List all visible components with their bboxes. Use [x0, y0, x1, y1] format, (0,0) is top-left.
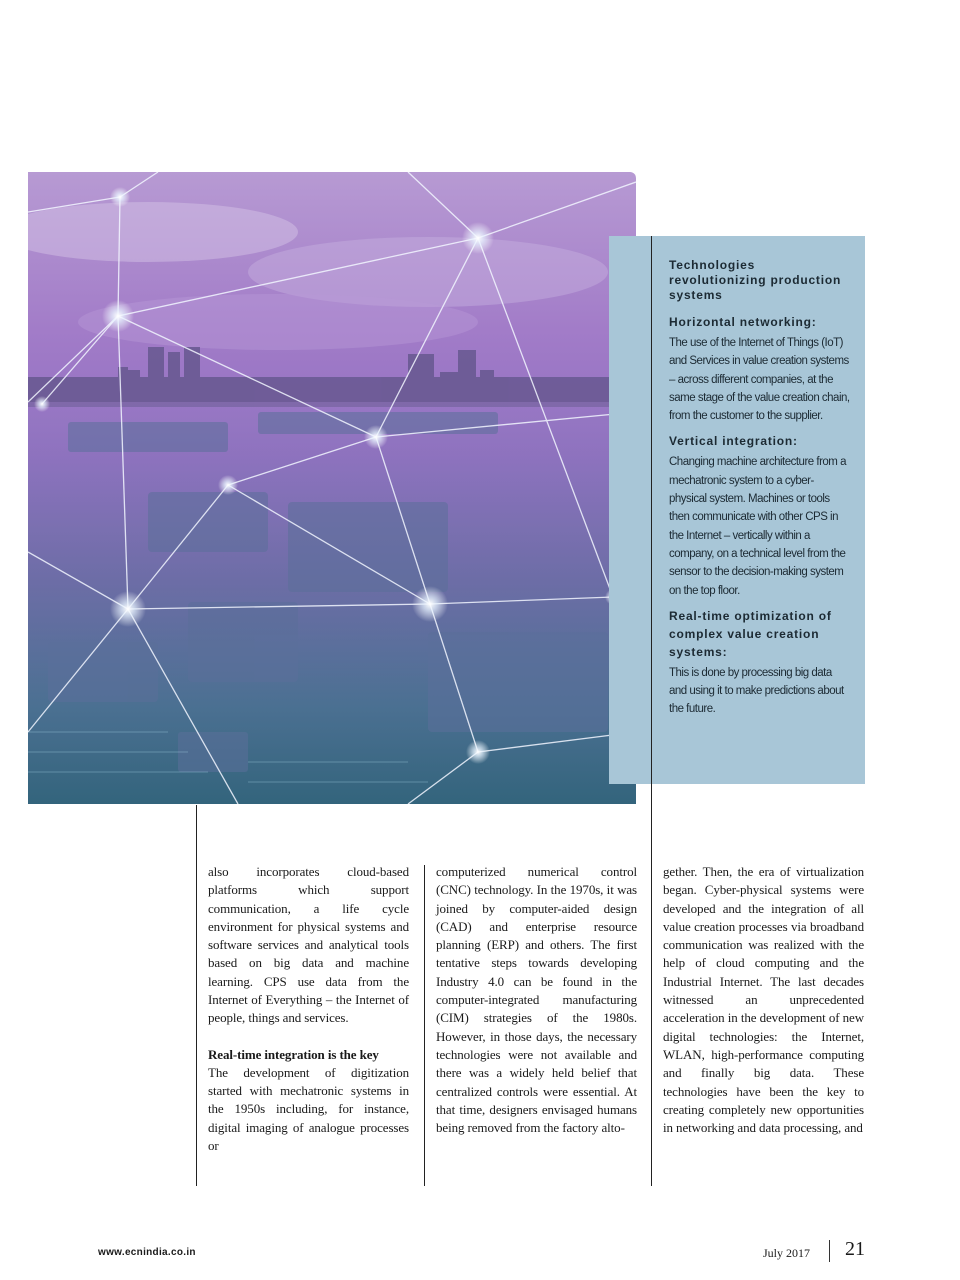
network-illustration: [28, 172, 636, 804]
text-column-3: [663, 863, 864, 1137]
sidebar-text: Changing machine architecture from a mechatronic system to a cyber-physical system. Machines or tools then communicate with other CPS in the Internet – vertically within a company, on a technical level from the sensor to the decision-making system on the top floor.: [669, 456, 846, 597]
sidebar-heading: Horizontal networking:: [669, 315, 817, 329]
subheading: Real-time integration is the key: [208, 1046, 379, 1062]
cloud: [78, 294, 478, 350]
sidebar-heading: Real-time optimization of complex value creation systems:: [669, 608, 832, 659]
text-column-1: [208, 863, 409, 1155]
cloud: [28, 202, 298, 262]
footer-date: July 2017: [763, 1246, 811, 1260]
sidebar-text: This is done by processing big data and using it to make predictions about the future.: [669, 666, 844, 716]
paragraph: gether. Then, the era of virtualization began. Cyber-physical systems were developed and the integration of all value creation processes via broadband communication was realized with the help of cloud computing and the Industrial Internet. The last decades witnessed an unprecedented acceleration in the development of new digital technologies: the Internet, WLAN, high-performance computing and finally big data. These technologies have been the key to creating completely new opportunities in networking and data processing, and: [663, 864, 864, 1136]
column-rule: [651, 236, 652, 1186]
paragraph: computerized numerical control (CNC) technology. In the 1970s, it was joined by computer-aided design (CAD) and enterprise resource planning (ERP) and others. The first tentative steps towards developing Industry 4.0 can be found in the computer-integrated manufacturing (CIM) strategies of the 1980s. However, in those days, the necessary technologies were not available and there was a widely held belief that centralized controls were essential. At that time, designers envisaged humans being removed from the factory alto-: [436, 864, 637, 1136]
footer-divider: [829, 1240, 830, 1262]
column-rule: [424, 865, 425, 1186]
sidebar-text: The use of the Internet of Things (IoT) and Services in value creation systems – across different companies, at the same stage of the value creation chain, from the customer to the supplier.: [669, 337, 850, 423]
paragraph: also incorporates cloud-based platforms which support communication, a life cycle environment for physical systems and software services and analytical tools based on big data and machine learning. CPS use data from the Internet of Everything – the Internet of people, things and services.: [208, 864, 409, 1026]
footer-url: www.ecnindia.co.in: [98, 1247, 196, 1258]
paragraph: The development of digitization started with mechatronic systems in the 1950s including, for instance, digital imaging of analogue processes or: [208, 1064, 409, 1153]
sidebar-box: [609, 236, 865, 784]
page-number: 21: [845, 1238, 865, 1260]
column-rule: [196, 805, 197, 1186]
sidebar-heading: Vertical integration:: [669, 434, 798, 449]
hero-image: [28, 172, 636, 804]
text-column-2: [436, 863, 637, 1137]
sidebar-title: Technologies revolutionizing production systems: [669, 258, 842, 302]
